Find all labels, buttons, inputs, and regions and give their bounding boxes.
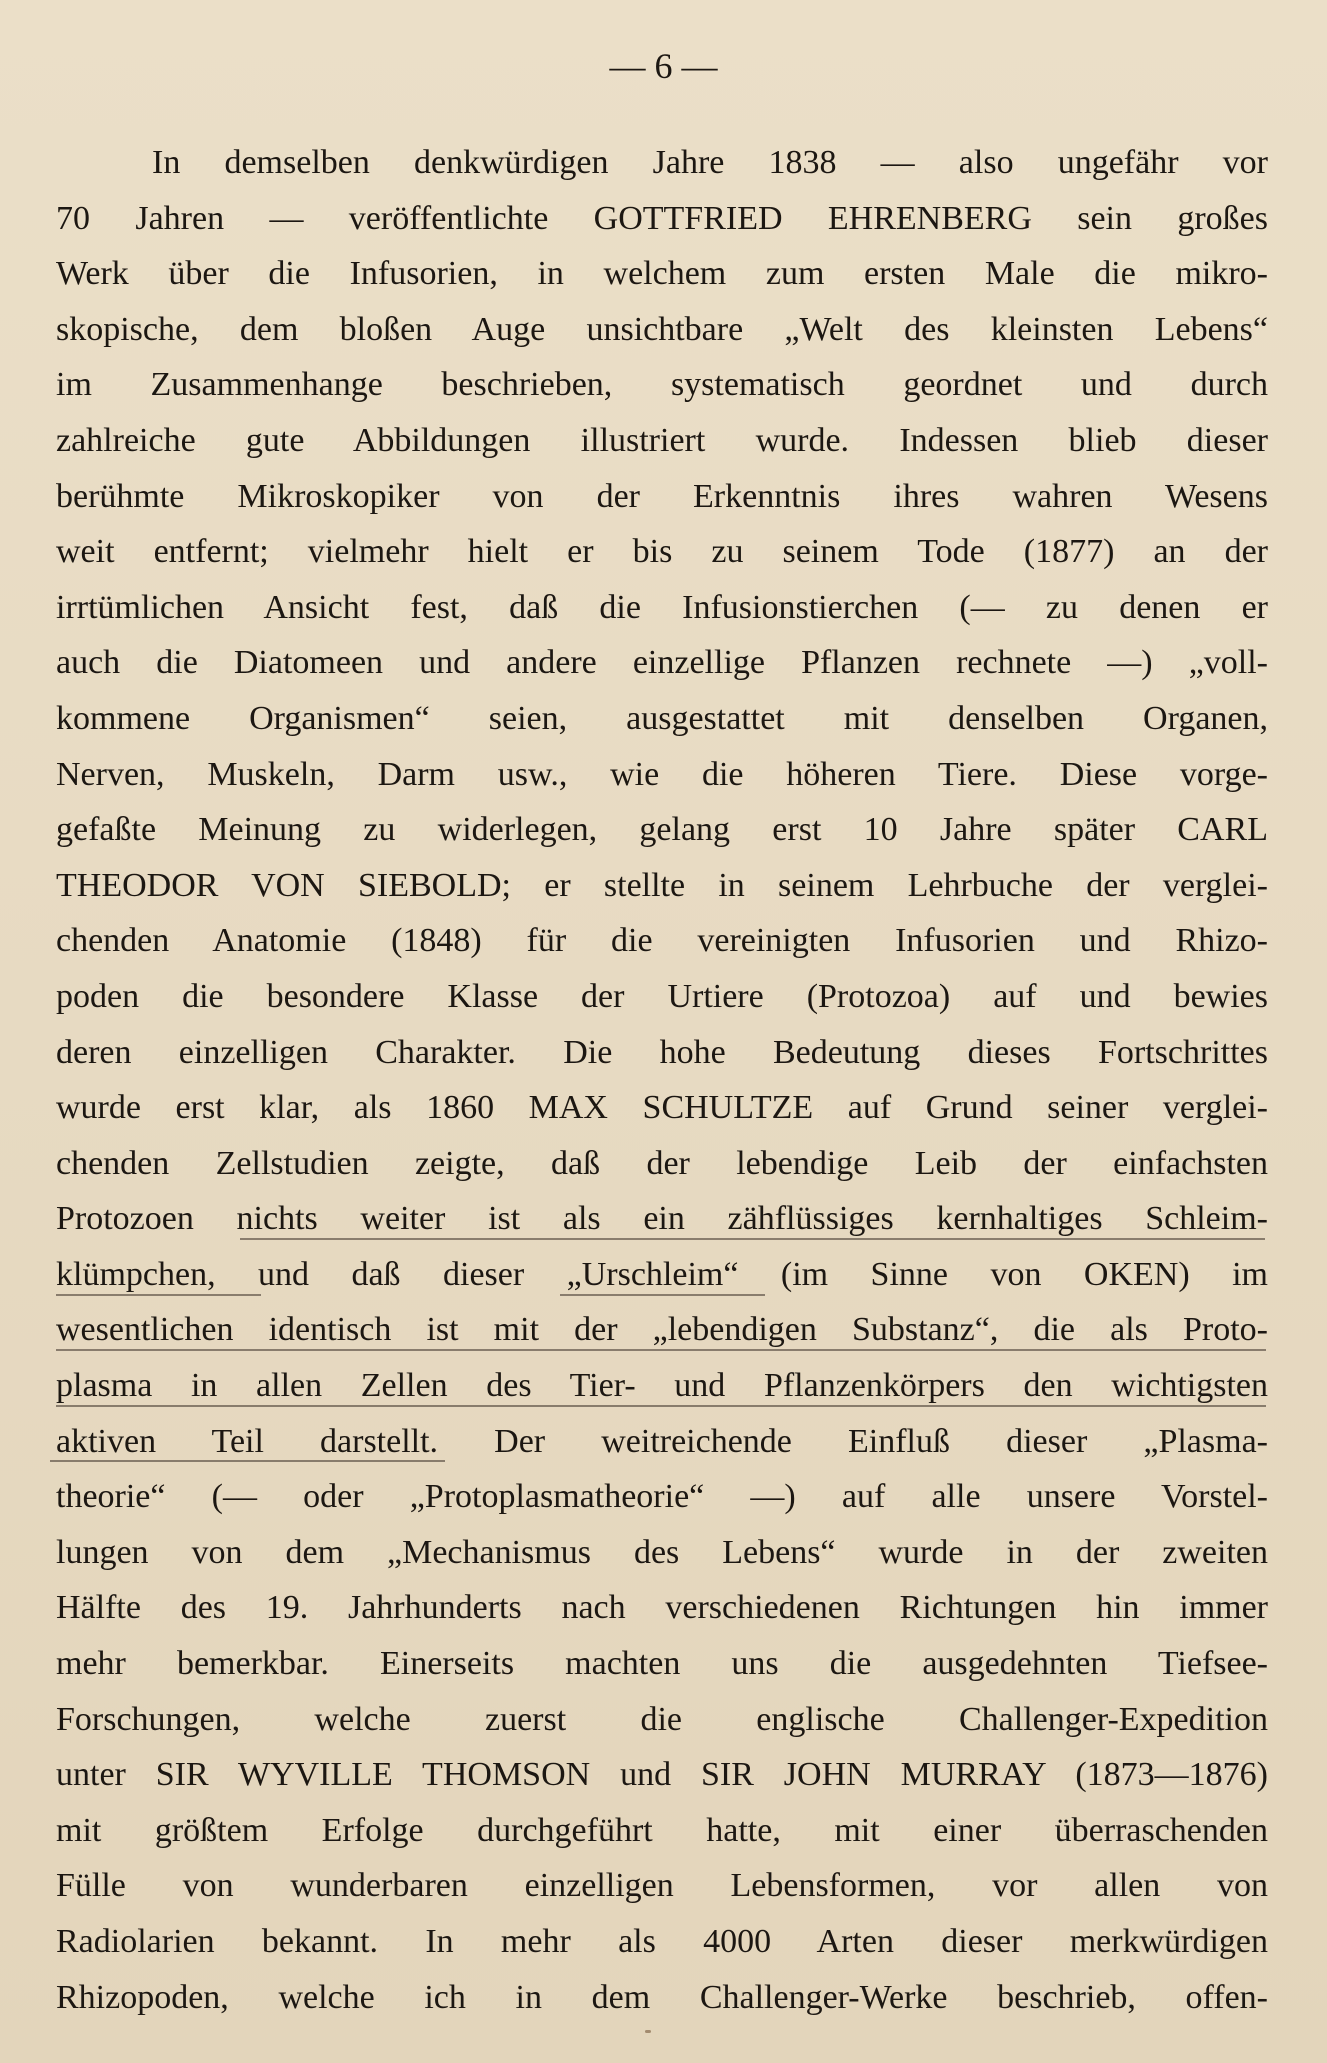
text-line: zahlreiche gute Abbildungen illustriert wurde. Indessen blieb dieser [56,421,1268,459]
text-line: im Zusammenhange beschrieben, systematisch geordnet und durch [56,366,1268,404]
text-line: THEODOR VON SIEBOLD; er stellte in seinem Lehrbuche der verglei- [56,866,1268,904]
text-line: In demselben denkwürdigen Jahre 1838 — also ungefähr vor [152,144,1268,181]
text-line: berühmte Mikroskopiker von der Erkenntnis ihres wahren Wesens [56,477,1268,515]
text-line: plasma in allen Zellen des Tier- und Pflanzenkörpers den wichtigsten [56,1367,1268,1405]
pencil-underline [56,1405,1266,1407]
pencil-underline [240,1238,1265,1240]
text-line: Fülle von wunderbaren einzelligen Lebensformen, vor allen von [56,1867,1268,1905]
text-line: wesentlichen identisch ist mit der „lebendigen Substanz“, die als Proto- [56,1311,1268,1349]
text-line: Radiolarien bekannt. In mehr als 4000 Arten dieser merkwürdigen [56,1923,1268,1960]
pencil-underline [50,1460,445,1462]
pencil-underline [56,1294,261,1296]
pencil-underline [560,1294,765,1296]
text-line: Protozoen nichts weiter ist als ein zähflüssiges kernhaltiges Schleim- [56,1200,1268,1238]
text-line: skopische, dem bloßen Auge unsichtbare „Welt des kleinsten Lebens“ [56,310,1268,348]
text-line: wurde erst klar, als 1860 MAX SCHULTZE auf Grund seiner verglei- [56,1089,1268,1127]
text-line: mehr bemerkbar. Einerseits machten uns die ausgedehnten Tiefsee- [56,1645,1268,1683]
text-line: poden die besondere Klasse der Urtiere (Protozoa) auf und bewies [56,977,1268,1015]
paper-mark [645,2030,651,2033]
text-line: Werk über die Infusorien, in welchem zum ersten Male die mikro- [56,255,1268,293]
text-line: mit größtem Erfolge durchgeführt hatte, mit einer überraschenden [56,1811,1268,1849]
text-line: 70 Jahren — veröffentlichte GOTTFRIED EHRENBERG sein großes [56,199,1268,237]
text-line: irrtümlichen Ansicht fest, daß die Infusionstierchen (— zu denen er [56,588,1268,626]
text-line: theorie“ (— oder „Protoplasmatheorie“ —) auf alle unsere Vorstel- [56,1478,1268,1516]
pencil-underline [56,1349,1266,1351]
text-line: Hälfte des 19. Jahrhunderts nach verschiedenen Richtungen hin immer [56,1589,1268,1627]
body-text [56,135,1268,2025]
text-line: chenden Zellstudien zeigte, daß der lebendige Leib der einfachsten [56,1144,1268,1182]
text-line: Forschungen, welche zuerst die englische Challenger-Expedition [56,1700,1268,1738]
text-line: klümpchen, und daß dieser „Urschleim“ (im Sinne von OKEN) im [56,1255,1268,1293]
text-line: aktiven Teil darstellt. Der weitreichende Einfluß dieser „Plasma- [56,1422,1268,1460]
text-line: gefaßte Meinung zu widerlegen, gelang erst 10 Jahre später CARL [56,811,1268,849]
text-line: auch die Diatomeen und andere einzellige Pflanzen rechnete —) „voll- [56,644,1268,682]
text-line: unter SIR WYVILLE THOMSON und SIR JOHN MURRAY (1873—1876) [56,1756,1268,1794]
text-line: Rhizopoden, welche ich in dem Challenger-Werke beschrieb, offen- [56,1978,1268,2016]
text-line: Nerven, Muskeln, Darm usw., wie die höheren Tiere. Diese vorge- [56,755,1268,793]
text-line: weit entfernt; vielmehr hielt er bis zu seinem Tode (1877) an der [56,533,1268,571]
text-line: chenden Anatomie (1848) für die vereinigten Infusorien und Rhizo- [56,922,1268,960]
text-line: lungen von dem „Mechanismus des Lebens“ wurde in der zweiten [56,1533,1268,1571]
page-number: — 6 — [609,46,718,86]
text-line: kommene Organismen“ seien, ausgestattet mit denselben Organen, [56,699,1268,737]
text-line: deren einzelligen Charakter. Die hohe Bedeutung dieses Fortschrittes [56,1033,1268,1071]
